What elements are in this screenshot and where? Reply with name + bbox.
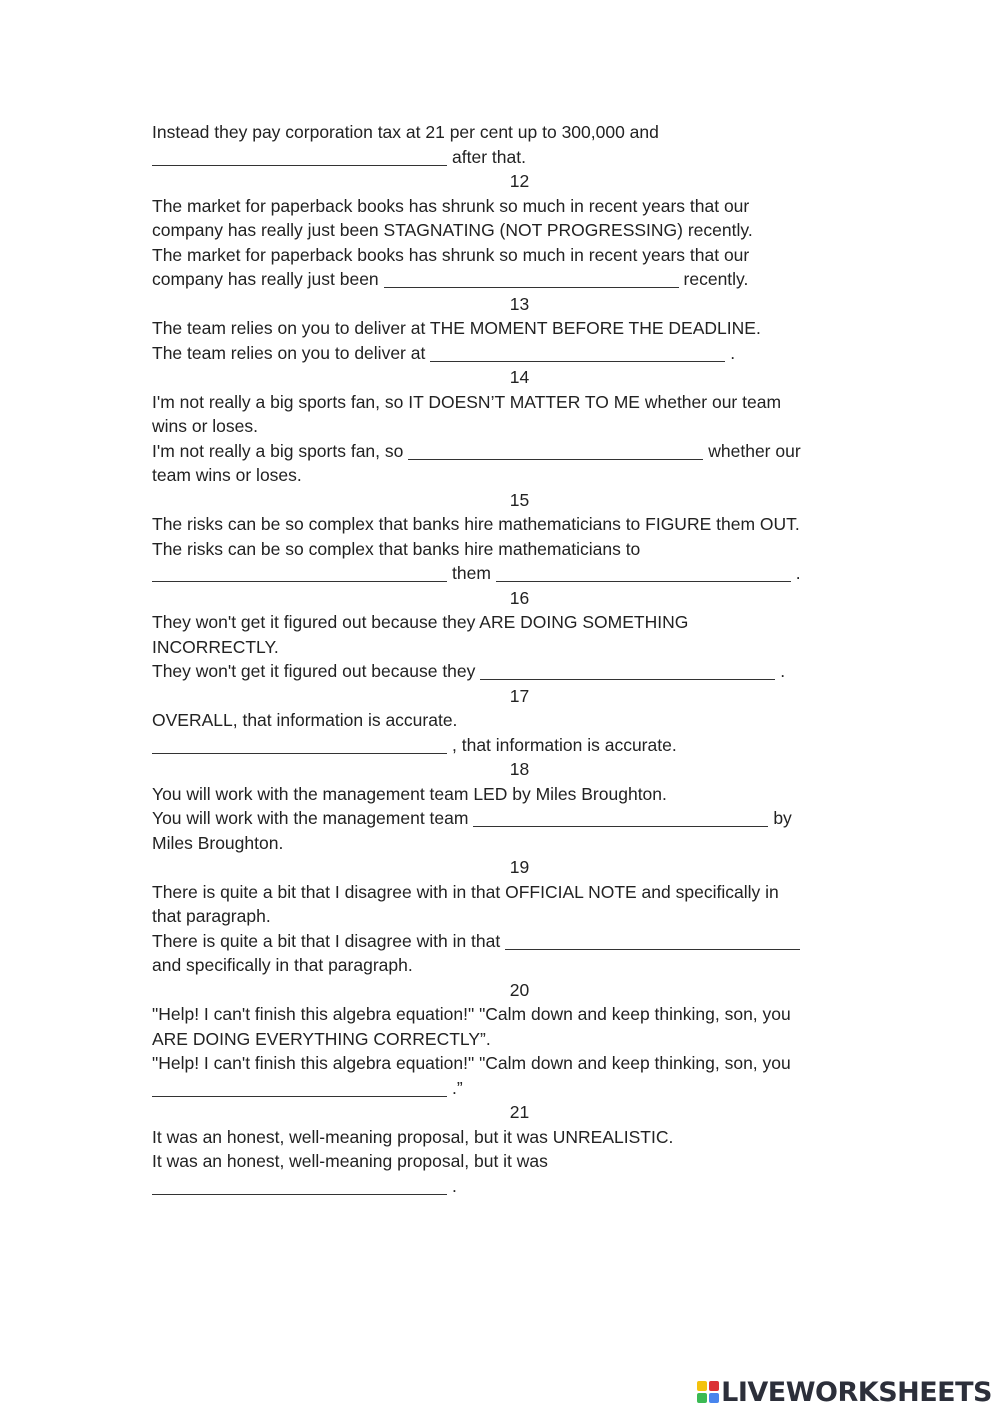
answer-line — [152, 267, 887, 292]
sentence-line: and specifically in that paragraph. — [152, 955, 413, 975]
answer-blank[interactable] — [496, 565, 791, 582]
sentence-line: Miles Broughton. — [152, 832, 284, 853]
question-number: 18 — [509, 759, 530, 779]
sentence-line: ARE DOING EVERYTHING CORRECTLY”. — [152, 1028, 491, 1049]
sentence-fragment: They won't get it figured out because they — [152, 661, 476, 681]
sentence-line: The market for paperback books has shrunk so much in recent years that our — [152, 195, 750, 216]
answer-blank[interactable] — [152, 149, 447, 166]
sentence-fragment: whether our — [708, 440, 801, 461]
question-number: 17 — [509, 685, 530, 706]
sentence-line: wins or loses. — [152, 416, 259, 436]
sentence-line: INCORRECTLY. — [152, 636, 279, 657]
sentence-fragment: . — [780, 661, 786, 681]
answer-blank[interactable] — [152, 565, 447, 582]
liveworksheets-logo — [697, 1375, 992, 1409]
sentence-fragment: I'm not really a big sports fan, so — [152, 440, 404, 461]
answer-blank[interactable] — [408, 443, 703, 460]
question-number: 14 — [509, 367, 530, 387]
answer-blank[interactable] — [473, 810, 768, 827]
sentence-fragment: You will work with the management team — [152, 808, 469, 828]
answer-line — [152, 1174, 887, 1199]
sentence-line: team wins or loses. — [152, 465, 302, 485]
answer-blank[interactable] — [152, 1178, 447, 1195]
worksheet-body — [152, 120, 887, 1198]
sentence-line: company has really just been STAGNATING (NOT PROGRESSING) recently. — [152, 220, 753, 240]
sentence-fragment: .” — [452, 1077, 463, 1098]
answer-blank[interactable] — [505, 933, 800, 950]
question-number: 16 — [509, 587, 530, 608]
sentence-fragment: company has really just been — [152, 269, 379, 289]
sentence-line: It was an honest, well-meaning proposal, but it was UNREALISTIC. — [152, 1126, 674, 1147]
sentence-fragment: them — [452, 563, 491, 583]
sentence-line: "Help! I can't finish this algebra equation!" "Calm down and keep thinking, son, you — [152, 1004, 791, 1024]
answer-line — [152, 341, 887, 366]
answer-line — [152, 929, 887, 954]
answer-blank[interactable] — [480, 663, 775, 680]
sentence-line: You will work with the management team LED by Miles Broughton. — [152, 783, 667, 804]
logo-text: LIVEWORKSHEETS — [721, 1376, 992, 1408]
answer-line — [152, 439, 887, 464]
answer-blank[interactable] — [152, 1080, 447, 1097]
sentence-fragment: . — [730, 342, 736, 363]
sentence-line: "Help! I can't finish this algebra equation!" "Calm down and keep thinking, son, you — [152, 1053, 791, 1073]
answer-blank[interactable] — [430, 345, 725, 362]
question-number: 12 — [509, 171, 530, 191]
sentence-line: The risks can be so complex that banks hire mathematicians to FIGURE them OUT. — [152, 514, 800, 534]
answer-line — [152, 145, 887, 170]
sentence-line: It was an honest, well-meaning proposal, but it was — [152, 1151, 548, 1171]
question-number: 21 — [509, 1102, 530, 1122]
question-number: 20 — [509, 979, 530, 1000]
question-number: 15 — [509, 489, 530, 510]
sentence-line: There is quite a bit that I disagree with in that OFFICIAL NOTE and specifically in — [152, 881, 779, 902]
answer-line — [152, 561, 887, 586]
sentence-fragment: The team relies on you to deliver at — [152, 342, 426, 363]
sentence-line: I'm not really a big sports fan, so IT DOESN’T MATTER TO ME whether our team — [152, 391, 782, 412]
sentence-line: They won't get it figured out because they ARE DOING SOMETHING — [152, 612, 689, 632]
sentence-fragment: . — [795, 563, 801, 583]
logo-mark-icon — [697, 1381, 719, 1403]
sentence-line: that paragraph. — [152, 906, 271, 926]
question-number: 13 — [509, 293, 530, 314]
sentence-line: The risks can be so complex that banks hire mathematicians to — [152, 538, 641, 559]
question-number: 19 — [509, 857, 530, 877]
answer-line — [152, 1076, 887, 1101]
answer-line — [152, 733, 887, 758]
sentence-fragment: , that information is accurate. — [452, 734, 677, 755]
answer-line — [152, 806, 887, 831]
sentence-line: Instead they pay corporation tax at 21 per cent up to 300,000 and — [152, 122, 659, 142]
answer-line — [152, 659, 887, 684]
sentence-fragment: recently. — [683, 269, 749, 289]
sentence-line: The market for paperback books has shrunk so much in recent years that our — [152, 244, 750, 265]
sentence-fragment: . — [452, 1175, 457, 1196]
sentence-fragment: after that. — [452, 146, 526, 167]
sentence-line: OVERALL, that information is accurate. — [152, 710, 458, 730]
answer-blank[interactable] — [384, 271, 679, 288]
sentence-fragment: by — [773, 808, 792, 828]
sentence-fragment: There is quite a bit that I disagree with in that — [152, 930, 501, 951]
answer-blank[interactable] — [152, 737, 447, 754]
sentence-line: The team relies on you to deliver at THE MOMENT BEFORE THE DEADLINE. — [152, 318, 761, 338]
